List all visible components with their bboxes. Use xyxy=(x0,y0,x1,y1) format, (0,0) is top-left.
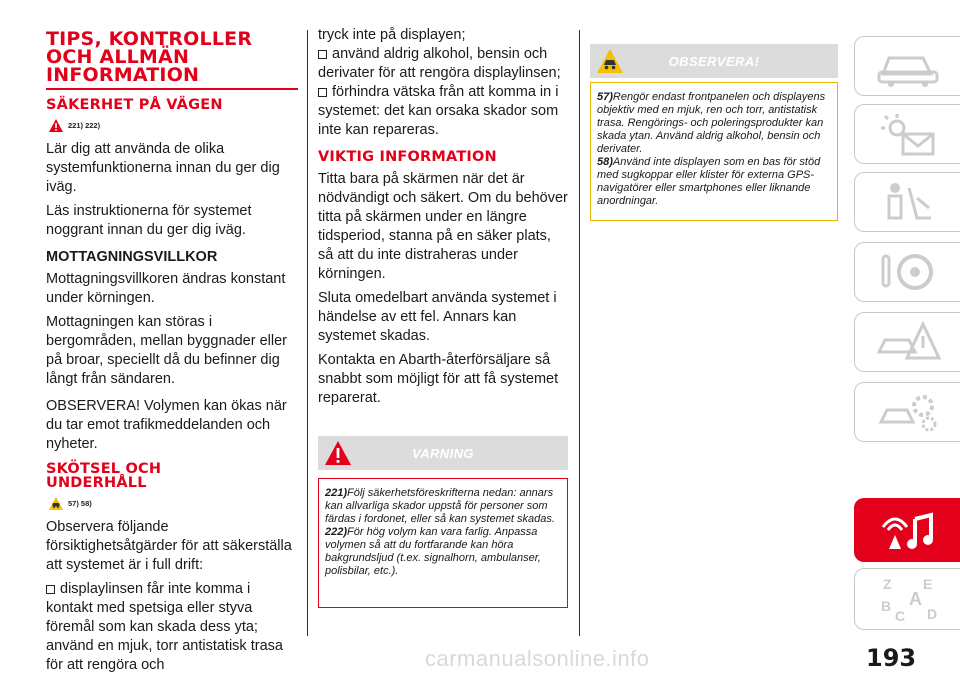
tab-seat-safety[interactable] xyxy=(854,172,960,232)
paragraph: Läs instruktionerna för systemet noggrant innan du ger dig iväg. xyxy=(46,203,252,238)
note-refs xyxy=(48,494,298,512)
warning-box-body xyxy=(318,478,568,608)
index-letter: B xyxy=(880,598,891,614)
warning-item xyxy=(325,487,561,526)
section-title-important: VIKTIG INFORMATION xyxy=(318,149,497,165)
paragraph: Kontakta en Abarth-återförsäljare så snabbt som möjligt för att få systemet reparerat. xyxy=(318,352,559,406)
index-letter: C xyxy=(894,608,905,624)
index-letter: Z xyxy=(882,576,892,592)
column-2 xyxy=(318,26,568,608)
note-item-text: Använd inte displayen som en bas för stöd med sugkoppar eller klister för externa GPS-navigatörer eller smartphones eller liknande anordningar. xyxy=(597,156,821,207)
warning-triangle-icon xyxy=(324,440,352,466)
bullet-text: displaylinsen får inte komma i kontakt med spetsiga eller styva föremål som kan skada dess yta; använd en mjuk, torr antistatisk trasa för att rengöra och xyxy=(46,581,283,673)
bullet-square-icon xyxy=(46,585,55,594)
warning-item-text: Följ säkerhetsföreskrifterna nedan: annars kan allvarliga skador uppstå för personer som färdas i fordonet, eller så kan systemet skadas. xyxy=(325,487,555,525)
paragraph: Sluta omedelbart använda systemet i händelse av ett fel. Annars kan systemet skadas. xyxy=(318,290,557,344)
index-letters-icon xyxy=(873,573,943,625)
section-title-line-2: UNDERHÅLL xyxy=(46,475,147,491)
paragraph: Mottagningen kan störas i bergområden, mellan byggnader eller på broar, speciellt då du befinner dig långt från sändaren. xyxy=(46,314,288,387)
bullet-item xyxy=(318,83,568,140)
note-item-text: Rengör endast frontpanelen och displayens objektiv med en mjuk, ren och torr, antistatisk trasa. Rengörings- och poleringsprodukter kan skada ytan. Använd aldrig alkohol, bensin och derivater. xyxy=(597,91,826,155)
tab-multimedia[interactable] xyxy=(854,498,960,562)
note-box-label: OBSERVERA! xyxy=(668,53,760,69)
tab-steering-key[interactable] xyxy=(854,242,960,302)
paragraph: Lär dig att använda de olika systemfunktionerna innan du ger dig iväg. xyxy=(46,141,280,195)
warning-item-number: 222) xyxy=(325,526,348,538)
index-letter: A xyxy=(908,589,922,609)
subheading-reception: MOTTAGNINGSVILLKOR xyxy=(46,249,218,265)
note-item xyxy=(597,156,831,208)
bullet-text: förhindra vätska från att komma in i systemet: det kan orsaka skador som inte kan repareras. xyxy=(318,84,559,138)
warning-box xyxy=(318,436,568,608)
page-title xyxy=(46,30,298,84)
bullet-square-icon xyxy=(318,50,327,59)
maintenance-gears-icon xyxy=(873,388,943,436)
column-divider-2 xyxy=(579,30,580,636)
tab-index[interactable] xyxy=(854,568,960,630)
bullet-text: använd aldrig alkohol, bensin och derivater för att rengöra displaylinsen; xyxy=(318,46,561,81)
warning-triangle-icon xyxy=(48,118,64,133)
section-title-safety: SÄKERHET PÅ VÄGEN xyxy=(46,97,223,113)
page-title-line-1: TIPS, KONTROLLER xyxy=(46,28,253,50)
car-icon xyxy=(873,44,943,88)
title-rule xyxy=(46,88,298,90)
bullet-item xyxy=(318,45,568,83)
column-3 xyxy=(590,44,838,221)
steering-key-icon xyxy=(873,248,943,296)
warning-box-label: VARNING xyxy=(412,445,474,461)
warning-refs-text: 221) 222) xyxy=(68,120,101,130)
page-number: 193 xyxy=(866,644,917,672)
section-title-line-1: SKÖTSEL OCH xyxy=(46,461,162,477)
warning-refs xyxy=(48,116,298,134)
paragraph: Titta bara på skärmen när det är nödvändigt och säkert. Om du behöver titta på skärmen under en längre tidsperiod, stanna på en säker plats, så att du inte distraheras under körningen. xyxy=(318,171,568,282)
multimedia-icon xyxy=(873,505,943,555)
bullet-square-icon xyxy=(318,88,327,97)
tab-warning-lights[interactable] xyxy=(854,104,960,164)
bullet-continuation: tryck inte på displayen; xyxy=(318,27,466,43)
note-item-number: 57) xyxy=(597,91,613,103)
column-1 xyxy=(46,30,298,675)
bullet-item xyxy=(46,580,298,675)
tab-emergency[interactable] xyxy=(854,312,960,372)
paragraph: Observera följande försiktighetsåtgärder för att säkerställa att systemet är i full drift: xyxy=(46,519,292,573)
note-box-body xyxy=(590,82,838,221)
note-refs-text: 57) 58) xyxy=(68,498,92,508)
paragraph: Mottagningsvillkoren ändras konstant under körningen. xyxy=(46,271,286,306)
note-item xyxy=(597,91,831,156)
warning-lights-icon xyxy=(873,110,943,158)
paragraph: OBSERVERA! Volymen kan ökas när du tar emot trafikmeddelanden och nyheter. xyxy=(46,398,287,452)
warning-item xyxy=(325,526,561,578)
emergency-triangle-icon xyxy=(873,318,943,366)
section-title-maintenance xyxy=(46,462,298,490)
index-letter: D xyxy=(926,606,937,622)
warning-box-header xyxy=(318,436,568,470)
car-service-icon xyxy=(48,496,64,511)
tab-car[interactable] xyxy=(854,36,960,96)
note-item-number: 58) xyxy=(597,156,613,168)
car-service-icon xyxy=(596,48,624,74)
note-box xyxy=(590,44,838,221)
page-title-line-3: INFORMATION xyxy=(46,64,200,86)
page-title-line-2: OCH ALLMÄN xyxy=(46,46,190,68)
index-letter: E xyxy=(922,576,932,592)
warning-item-text: För hög volym kan vara farlig. Anpassa volymen så att du fortfarande kan höra bakgrundsljud (t.ex. signalhorn, ambulanser, polisbilar, etc.). xyxy=(325,526,541,577)
note-box-header xyxy=(590,44,838,78)
seat-safety-icon xyxy=(873,178,943,226)
tab-maintenance[interactable] xyxy=(854,382,960,442)
watermark: carmanualsonline.info xyxy=(425,646,650,671)
column-divider-1 xyxy=(307,30,308,636)
warning-item-number: 221) xyxy=(325,487,348,499)
